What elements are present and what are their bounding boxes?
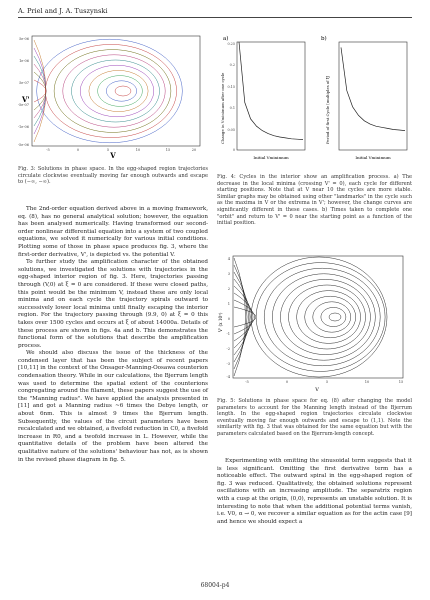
- svg-text:5: 5: [325, 380, 329, 384]
- svg-text:-5e-06: -5e-06: [18, 143, 29, 147]
- figure-3: [18, 32, 208, 162]
- left-column-body: [18, 206, 208, 464]
- svg-text:-1e-06: -1e-06: [18, 125, 29, 129]
- right-column-body: [217, 458, 412, 526]
- svg-text:10: 10: [364, 380, 370, 384]
- svg-text:15: 15: [398, 380, 404, 384]
- figure-4b-ylabel: Period of first Cycle [multiples of ξ]: [325, 75, 330, 144]
- svg-text:-5: -5: [245, 380, 249, 384]
- svg-text:-1: -1: [226, 332, 230, 336]
- figure-4b-label: b): [321, 36, 327, 42]
- svg-text:0: 0: [232, 148, 235, 152]
- figure-3-caption: Fig. 3: Solutions in phase space. In the egg-shaped region trajectories circulate clockwise eventually moving far enough outwards and escape to (−∞, −∞).: [18, 166, 208, 186]
- svg-text:0: 0: [285, 380, 289, 384]
- svg-text:-4: -4: [226, 375, 230, 379]
- left-paragraph-3: We should also discuss the issue of the thickness of the condensed layer that has been the subject of recent papers [10,11] in the context of the Onsager-Manning-Oosawa counterion condensation theory. While in our calculations, the Bjerrum length was used to determine the spatial extent of the counterions congregating around the filament, these papers suggest the use of the "Manning radius". We have applied the analysis presented in [11] and got a Manning radius ~6 times the Debye length, or about 6nm. This is almost 9 times the Bjerrum length. Subsequently, the values of the circuit parameters have been recalculated and we obtained, a fivefold reduction in C0, a fivefold increase in R0, and a twofold increase in L. However, while the quantitative details of the problem have been altered the qualitative nature of the solutions' behaviour has not, as is shown in the revised phase diagram in fig. 5.: [18, 350, 208, 463]
- figure-5-plot: [217, 250, 412, 395]
- figure-4b-panel: [321, 35, 407, 160]
- svg-text:-5: -5: [46, 148, 50, 152]
- svg-text:0.15: 0.15: [227, 85, 235, 89]
- svg-text:0.05: 0.05: [227, 128, 235, 132]
- svg-text:15: 15: [165, 148, 171, 152]
- svg-text:1e-06: 1e-06: [19, 59, 29, 63]
- figure-4a-xlabel: Initial Vminimum: [253, 155, 289, 160]
- right-paragraph-1: Experimenting with omitting the sinusoidal term suggests that it is less significant. Omitting the first derivative term has a noticeable effect. The outward spiral in the egg-shaped region of fig. 3 was reduced. Qualitatively, the obtained solutions represent oscillations with an increasing amplitude. The separatrix region with a cusp at the origin, (0,0), represents an unstable solution. It is interesting to note that when the additional potential terms vanish, i.e. V0, α → 0, we recover a similar equation as for the actin case [9] and hence we should expect a: [217, 458, 412, 525]
- figure-3-xlabel: V: [110, 151, 116, 160]
- running-header: [18, 6, 412, 18]
- svg-text:20: 20: [191, 148, 197, 152]
- svg-text:5: 5: [106, 148, 110, 152]
- svg-text:0.1: 0.1: [229, 106, 235, 110]
- figure-4: [217, 32, 412, 172]
- figure-5-xlabel: V: [315, 387, 319, 393]
- svg-text:1: 1: [227, 302, 230, 306]
- svg-text:-5e-07: -5e-07: [18, 103, 29, 107]
- svg-text:3: 3: [227, 272, 230, 276]
- figure-4a-ylabel: Change in Vminimum after one cycle: [220, 72, 225, 144]
- svg-text:4: 4: [227, 257, 230, 261]
- svg-text:-2: -2: [226, 347, 230, 351]
- svg-text:10: 10: [135, 148, 141, 152]
- svg-text:0: 0: [76, 148, 80, 152]
- figure-4b-xlabel: Initial Vminimum: [355, 155, 391, 160]
- figure-5-ylabel: V' (x 10³): [218, 312, 223, 332]
- figure-3-ylabel: V': [22, 95, 30, 104]
- header-authors: A. Priel and J. A. Tuszynski: [18, 7, 108, 15]
- left-paragraph-2: To further study the amplification character of the obtained solutions, we investigated the solutions with trajectories in the egg-shaped interior region of fig. 3. Here, trajectories passing through (V,0) at ξ = 0 are considered. If these were closed paths, this point would be the minimum V, instead these are only local minima and on each cycle the trajectory spirals outward to successively lower local minima until finally escaping the interior region. For the trajectory passing through (9.9, 0) at ξ = 0 this takes over 1500 cycles and occurs at ξ of about 14000a. Details of these process are shown in figs. 4a and b. This demonstrates the functional form of the solutions that describe the amplification process.: [18, 259, 208, 349]
- svg-text:0: 0: [227, 317, 230, 321]
- figure-5: [217, 250, 412, 395]
- page-number: 68004-p4: [200, 582, 230, 589]
- figure-4a-label: a): [223, 36, 229, 42]
- figure-3-plot: [18, 32, 208, 162]
- svg-text:0.2: 0.2: [229, 63, 235, 67]
- figure-4a-ticks: [227, 42, 235, 152]
- figure-4-caption: Fig. 4: Cycles in the interior show an amplification process. a) The decrease in the local minima (crossing V' = 0), each cycle for different starting positions. Note that at V near 10 the cycles are more stable. Similar graphs may be obtained using other "landmarks" in the cycle such as the maxima in V or the extrema in V'; however, the change curves are significantly different in these cases. b) Times taken to complete one "orbit" and return to V' = 0 near the starting point as a function of the initial position.: [217, 174, 412, 227]
- svg-text:5e-07: 5e-07: [19, 81, 29, 85]
- svg-text:-3: -3: [226, 362, 230, 366]
- figure-5-caption: Fig. 5: Solutions in phase space for eq. (8) after changing the model parameters to account for the Manning length instead of the Bjerrum length. In the egg-shaped region trajectories circulate clockwise eventually moving far enough outwards and escape to (1,1). Note the similarity with fig. 3 that was obtained for the same equation but with the parameters calculated based on the Bjerrum-length concept.: [217, 398, 412, 437]
- svg-text:5e-06: 5e-06: [19, 37, 29, 41]
- figure-4a-panel: [220, 35, 305, 160]
- svg-text:2: 2: [227, 287, 230, 291]
- left-paragraph-1: The 2nd-order equation derived above in a moving framework, eq. (8), has no general analytical solution; however, the equation has been analysed numerically. Having transformed our second-order nonlinear differential equation into a system of two coupled equations, we solved it numerically for various initial conditions. Plotting some of those in phase space produces fig. 3, where the first-order derivative, V', is depicted vs. the potential V.: [18, 206, 208, 258]
- svg-text:0.25: 0.25: [227, 42, 235, 46]
- figure-4-plots: [217, 32, 412, 172]
